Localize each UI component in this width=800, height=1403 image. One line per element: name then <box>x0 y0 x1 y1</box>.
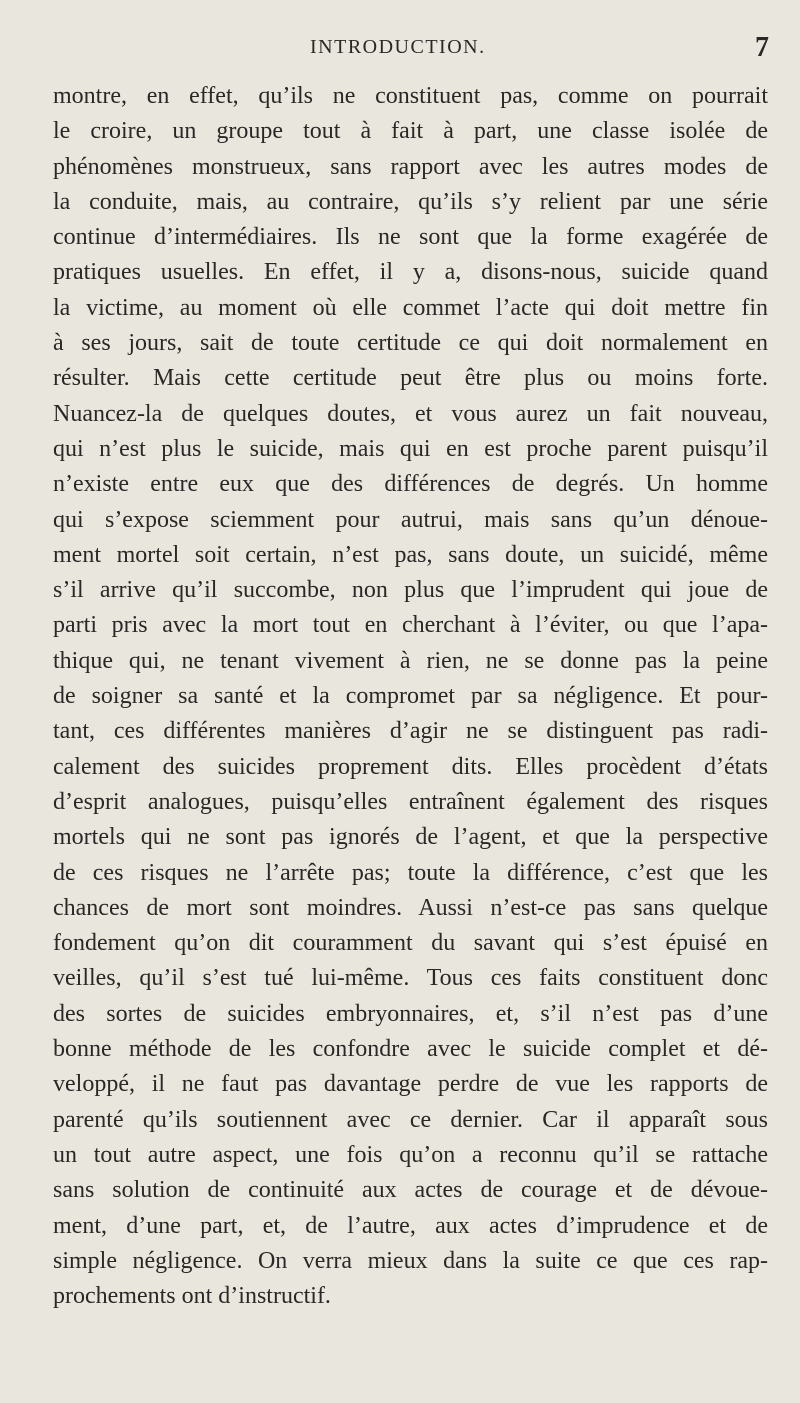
text-line: simple négligence. On verra mieux dans la suite ce que ces rap- <box>53 1247 768 1274</box>
body-paragraph <box>53 79 768 1314</box>
text-line: thique qui, ne tenant vivement à rien, ne se donne pas la peine <box>53 647 768 674</box>
text-line: prochements ont d’instructif. <box>53 1283 331 1310</box>
text-line: chances de mort sont moindres. Aussi n’est-ce pas sans quelque <box>53 894 768 921</box>
text-line: la victime, au moment où elle commet l’acte qui doit mettre fin <box>53 294 768 321</box>
text-line: continue d’intermédiaires. Ils ne sont que la forme exagérée de <box>53 224 768 251</box>
text-line: qui n’est plus le suicide, mais qui en est proche parent puisqu’il <box>53 435 768 462</box>
text-line: ment mortel soit certain, n’est pas, sans doute, un suicidé, même <box>53 541 768 568</box>
text-line: le croire, un groupe tout à fait à part, une classe isolée de <box>53 118 768 145</box>
text-line: parti pris avec la mort tout en cherchant à l’éviter, ou que l’apa- <box>53 612 768 639</box>
text-line: montre, en effet, qu’ils ne constituent pas, comme on pourrait <box>53 83 768 109</box>
running-head <box>0 32 800 66</box>
text-line: mortels qui ne sont pas ignorés de l’agent, et que la perspective <box>53 824 768 851</box>
text-line: de ces risques ne l’arrête pas; toute la différence, c’est que les <box>53 859 768 886</box>
text-line: qui s’expose sciemment pour autrui, mais sans qu’un dénoue- <box>53 506 768 533</box>
page-number: 7 <box>755 32 769 63</box>
text-line: veloppé, il ne faut pas davantage perdre de vue les rapports de <box>53 1071 768 1098</box>
text-line: pratiques usuelles. En effet, il y a, disons-nous, suicide quand <box>53 259 768 286</box>
text-line: calement des suicides proprement dits. Elles procèdent d’états <box>53 753 768 780</box>
text-line: un tout autre aspect, une fois qu’on a reconnu qu’il se rattache <box>53 1141 768 1168</box>
text-line: résulter. Mais cette certitude peut être plus ou moins forte. <box>53 365 768 392</box>
running-title: INTRODUCTION. <box>310 36 486 58</box>
text-line: fondement qu’on dit couramment du savant qui s’est épuisé en <box>53 930 768 957</box>
text-line: bonne méthode de les confondre avec le suicide complet et dé- <box>53 1036 768 1063</box>
text-line: phénomènes monstrueux, sans rapport avec les autres modes de <box>53 153 768 180</box>
text-line: Nuancez-la de quelques doutes, et vous aurez un fait nouveau, <box>53 400 768 427</box>
text-line: ment, d’une part, et, de l’autre, aux actes d’imprudence et de <box>53 1212 768 1239</box>
text-line: veilles, qu’il s’est tué lui-même. Tous ces faits constituent donc <box>53 965 768 992</box>
text-line: n’existe entre eux que des différences de degrés. Un homme <box>53 471 768 498</box>
text-line: des sortes de suicides embryonnaires, et, s’il n’est pas d’une <box>53 1000 768 1027</box>
text-line: d’esprit analogues, puisqu’elles entraînent également des risques <box>53 788 768 815</box>
text-line: de soigner sa santé et la compromet par sa négligence. Et pour- <box>53 683 768 710</box>
text-line: parenté qu’ils soutiennent avec ce dernier. Car il apparaît sous <box>53 1106 768 1133</box>
text-line: s’il arrive qu’il succombe, non plus que l’imprudent qui joue de <box>53 577 768 604</box>
text-line: tant, ces différentes manières d’agir ne se distinguent pas radi- <box>53 718 768 745</box>
text-line: sans solution de continuité aux actes de courage et de dévoue- <box>53 1177 768 1204</box>
text-line: la conduite, mais, au contraire, qu’ils s’y relient par une série <box>53 188 768 215</box>
text-line: à ses jours, sait de toute certitude ce qui doit normalement en <box>53 330 768 357</box>
